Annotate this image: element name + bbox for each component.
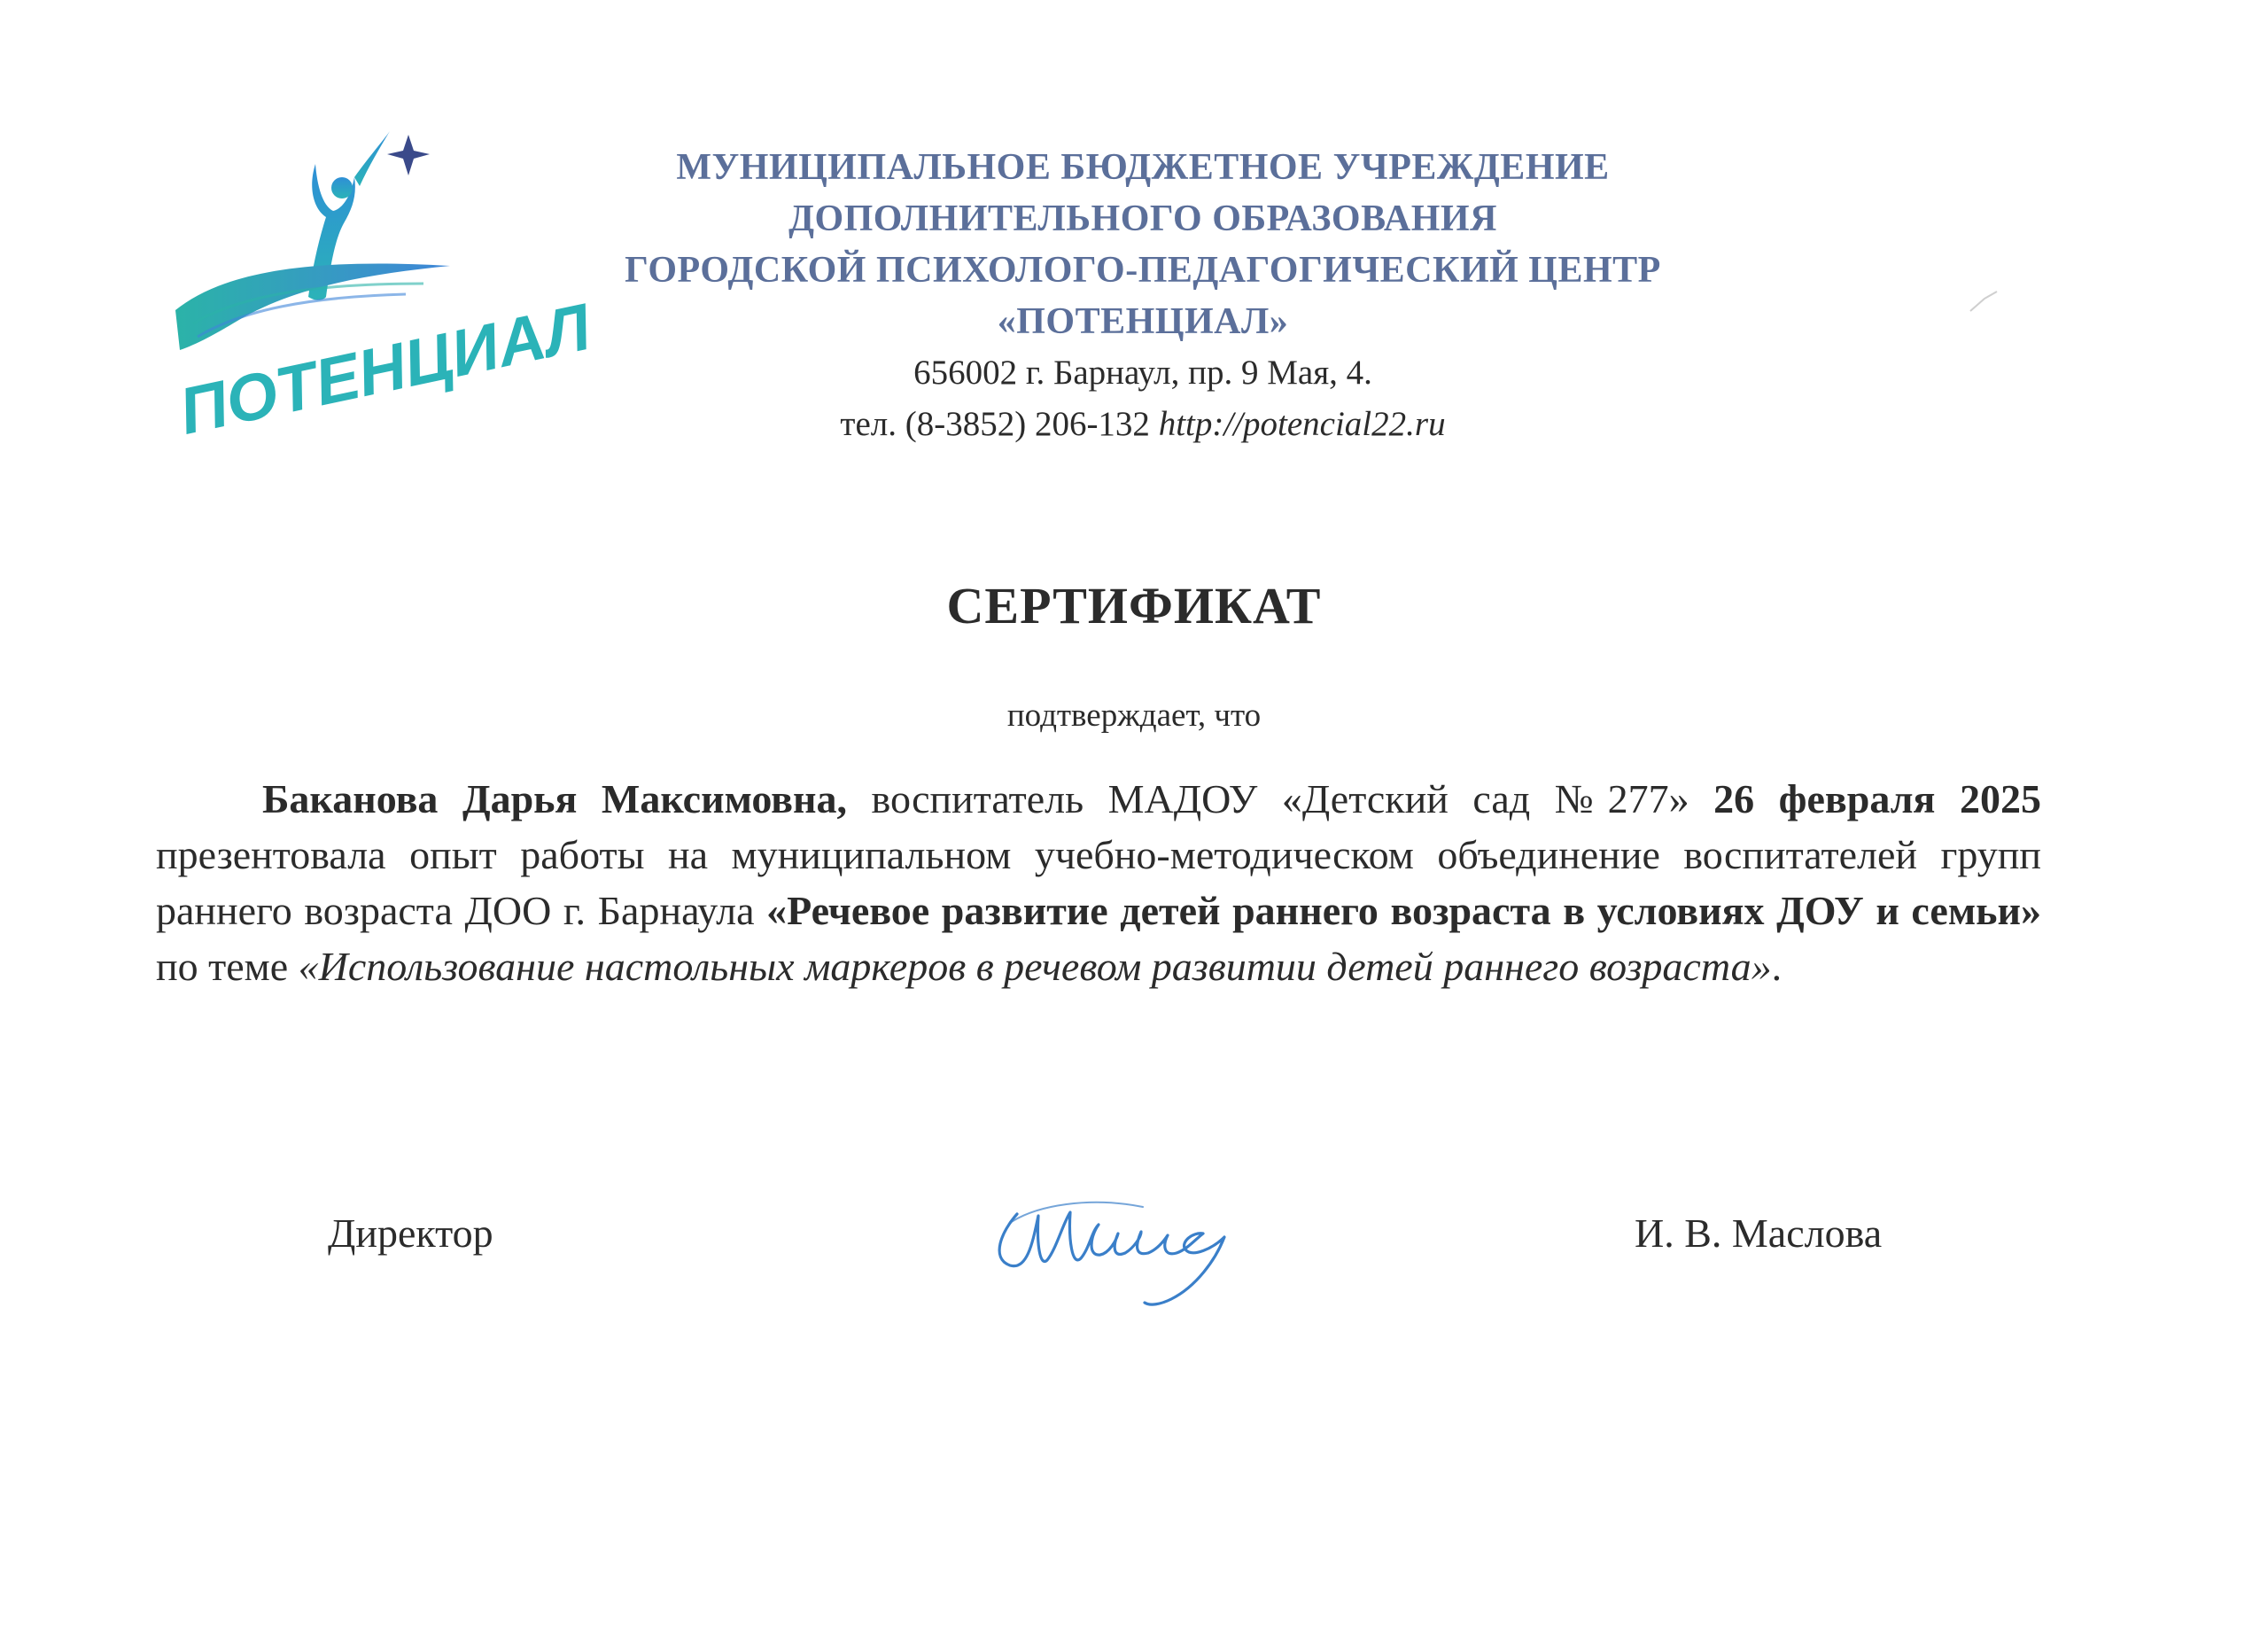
certificate-body [156, 771, 2041, 994]
org-url-link[interactable]: http://potencial22.ru [1158, 405, 1446, 443]
signatory-role: Директор [328, 1210, 493, 1256]
certificate-title: СЕРТИФИКАТ [946, 577, 1322, 634]
org-line-3: ГОРОДСКОЙ ПСИХОЛОГО-ПЕДАГОГИЧЕСКИЙ ЦЕНТР [625, 250, 1661, 291]
scan-mark-icon [1967, 288, 2002, 315]
signatory-name: И. В. Маслова [1635, 1210, 1883, 1256]
signature-graphic [983, 1161, 1249, 1320]
organization-header [532, 142, 1754, 450]
org-address: 656002 г. Барнаул, пр. 9 Мая, 4. [913, 354, 1372, 392]
logo-graphic [158, 124, 597, 448]
org-line-4: «ПОТЕНЦИАЛ» [997, 301, 1289, 342]
body-text-1: презентовала опыт работы на муниципальном учебно-методическом объединение воспитателей групп раннего возраста ДОО г. Барнаула [156, 832, 2041, 933]
handwritten-signature [983, 1161, 1249, 1320]
star-icon [387, 135, 430, 175]
potencial-logo [158, 124, 597, 448]
presentation-topic: «Использование настольных маркеров в речевом развитии детей раннего возраста» [298, 944, 1772, 989]
logo-wordmark: ПОТЕНЦИАЛ [173, 289, 597, 448]
recipient-name: Баканова Дарья Максимовна, [262, 776, 848, 821]
org-contacts [532, 399, 1754, 450]
event-date: 26 февраля 2025 [1713, 776, 2041, 821]
event-title: «Речевое развитие детей раннего возраста в условиях ДОУ и семьи» [766, 888, 2041, 933]
org-phone: тел. (8-3852) 206-132 [840, 405, 1150, 443]
certificate-subtitle: подтверждает, что [1006, 697, 1262, 734]
body-text-2: по теме [156, 944, 299, 989]
body-end: . [1771, 944, 1783, 989]
org-line-1: МУНИЦИПАЛЬНОЕ БЮДЖЕТНОЕ УЧРЕЖДЕНИЕ [676, 147, 1610, 188]
org-line-2: ДОПОЛНИТЕЛЬНОГО ОБРАЗОВАНИЯ [788, 198, 1497, 239]
recipient-role: воспитатель МАДОУ «Детский сад №277» [847, 776, 1714, 821]
